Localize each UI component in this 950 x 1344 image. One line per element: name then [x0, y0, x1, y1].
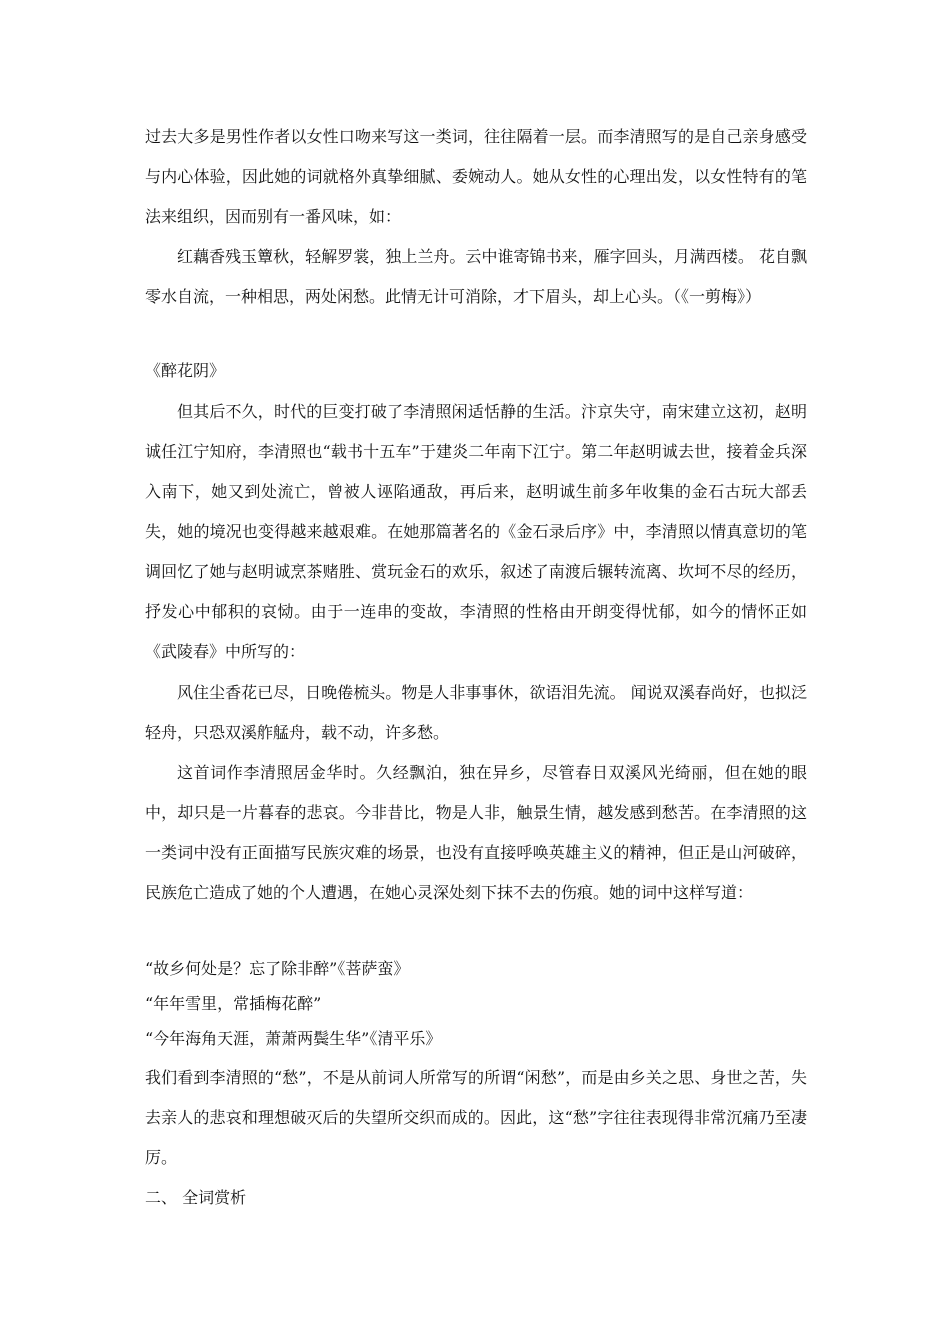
- paragraph-analysis: 这首词作李清照居金华时。久经飘泊，独在异乡，尽管春日双溪风光绮丽，但在她的眼中，却只是一片暮春的悲哀。今非昔比，物是人非，触景生情，越发感到愁苦。在李清照的这一类词中没有正面描写民族灾难的场景，也没有直接呼唤英雄主义的精神，但正是山河破碎，民族危亡造成了她的个人遭遇，在她心灵深处刻下抹不去的伤痕。她的词中这样写道：: [145, 763, 807, 902]
- paragraph-intro: 过去大多是男性作者以女性口吻来写这一类词，往往隔着一层。而李清照写的是自己亲身感受与内心体验，因此她的词就格外真挚细腻、委婉动人。她从女性的心理出发，以女性特有的笔法来组织，因而别有一番风味，如：: [145, 127, 807, 226]
- paragraph-history: 但其后不久，时代的巨变打破了李清照闲适恬静的生活。汴京失守，南宋建立这初，赵明诚任江宁知府，李清照也“载书十五车”于建炎二年南下江宁。第二年赵明诚去世，接着金兵深入南下，她又到处流亡，曾被人诬陷通敌，再后来，赵明诚生前多年收集的金石古玩大部丢失，她的境况也变得越来越艰难。在她那篇著名的《金石录后序》中，李清照以情真意切的笔调回忆了她与赵明诚烹茶赌胜、赏玩金石的欢乐，叙述了南渡后辗转流离、坎坷不尽的经历，抒发心中郁积的哀恸。由于一连串的变故，李清照的性格由开朗变得忧郁，如今的情怀正如《武陵春》中所写的：: [145, 402, 807, 661]
- quote-pusaman: “故乡何处是？忘了除非醉”《菩萨蛮》: [145, 959, 410, 978]
- section-heading: 二、 全词赏析: [145, 1188, 247, 1207]
- poem-wulingchun: 风住尘香花已尽，日晚倦梳头。物是人非事事休，欲语泪先流。 闻说双溪春尚好，也拟泛轻舟，只恐双溪舴艋舟，载不动，许多愁。: [145, 683, 807, 742]
- quote-qingpingyue: “今年海角天涯，萧萧两鬓生华”《清平乐》: [145, 1029, 442, 1048]
- quote-meihua: “年年雪里，常插梅花醉”: [145, 994, 322, 1013]
- poem-yijianmei: 红藕香残玉簟秋，轻解罗裳，独上兰舟。云中谁寄锦书来，雁字回头，月满西楼。 花自飘零水自流，一种相思，两处闲愁。此情无计可消除，才下眉头，却上心头。（《一剪梅》）: [145, 247, 807, 306]
- paragraph-conclusion: 我们看到李清照的“愁”，不是从前词人所常写的所谓“闲愁”，而是由乡关之思、身世之苦，失去亲人的悲哀和理想破灭后的失望所交织而成的。因此，这“愁”字往往表现得非常沉痛乃至凄厉。: [145, 1068, 807, 1167]
- title-zuihuayin: 《醉花阴》: [145, 361, 226, 380]
